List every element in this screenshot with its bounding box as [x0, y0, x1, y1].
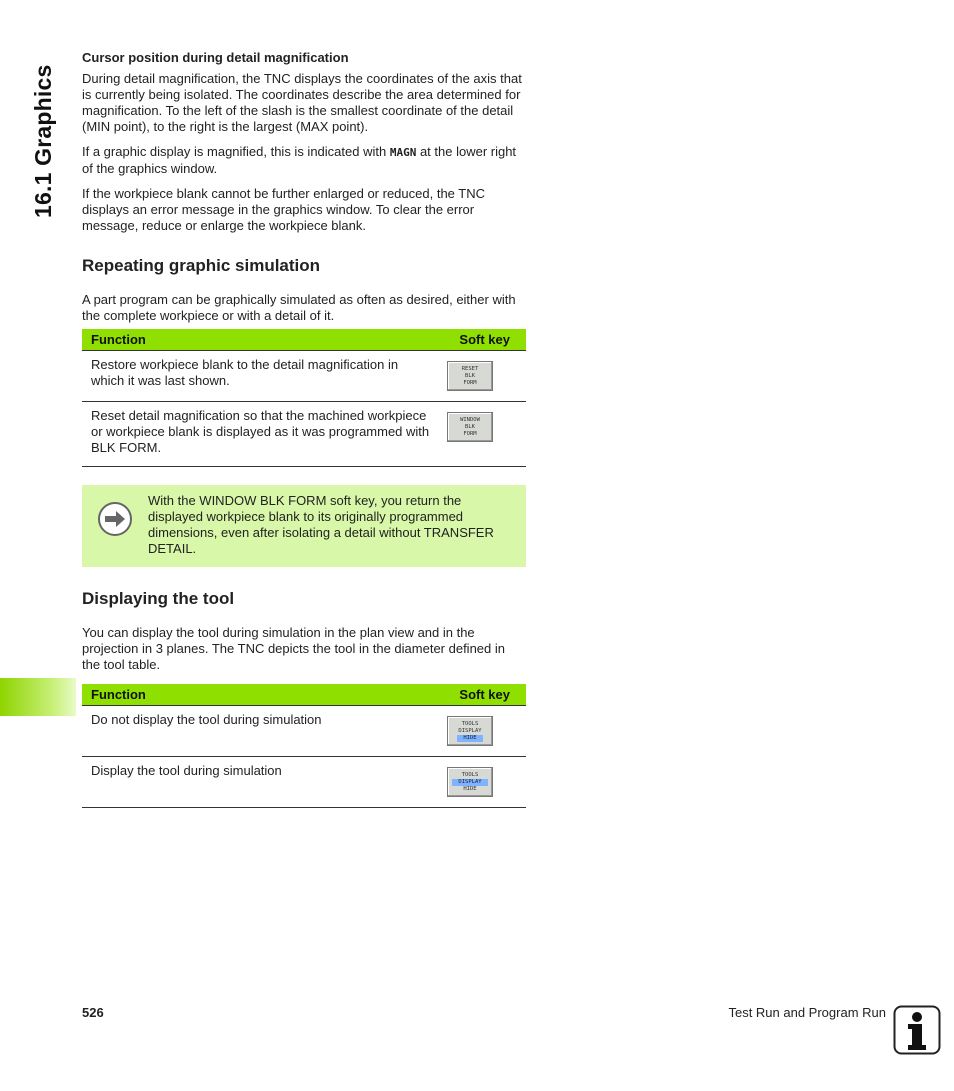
softkey-line-active: DISPLAY — [452, 779, 487, 786]
function-hide-tool: Do not display the tool during simulation — [82, 706, 443, 757]
softkey-cell — [443, 757, 526, 808]
paragraph-error-message: If the workpiece blank cannot be further enlarged or reduced, the TNC displays an error message in the graphics window. To clear the error message, reduce or enlarge the workpiece blank. — [82, 186, 485, 233]
softkey-line: HIDE — [463, 785, 477, 792]
softkey-line: FORM — [463, 379, 477, 386]
table-row — [82, 402, 526, 467]
para2-before: If a graphic display is magnified, this is indicated with — [82, 144, 390, 159]
heading-repeating-simulation: Repeating graphic simulation — [82, 256, 321, 275]
subheading-cursor-position: Cursor position during detail magnification — [82, 50, 349, 65]
chapter-title-text: 16.1 Graphics — [30, 64, 56, 218]
softkey-line: WINDOW — [460, 416, 480, 423]
softkey-line: BLK — [465, 372, 475, 379]
softkey-cell — [443, 706, 526, 757]
softkey-line: DISPLAY — [458, 727, 482, 734]
tools-display-hide-softkey[interactable] — [447, 716, 493, 746]
info-icon — [893, 1005, 941, 1055]
paragraph-repeating-intro: A part program can be graphically simulated as often as desired, either with the complete workpiece or with a detail of it. — [82, 292, 516, 323]
softkey-line: FORM — [463, 430, 477, 437]
softkey-line: TOOLS — [461, 771, 479, 778]
paragraph-detail-magnification: During detail magnification, the TNC displays the coordinates of the axis that is currently being isolated. The coordinates describe the area determined for magnification. To the left of the slash is the smallest coordinate of the detail (MIN point), to the right is the largest (MAX point). — [82, 71, 522, 134]
table-tool-display — [82, 684, 526, 808]
softkey-cell — [443, 402, 526, 467]
col-softkey-header: Soft key — [443, 684, 526, 706]
para2-after: at the lower right of the graphics window. — [82, 144, 517, 176]
col-function-header: Function — [82, 329, 443, 351]
window-blk-form-softkey[interactable] — [447, 412, 493, 442]
function-display-tool: Display the tool during simulation — [82, 757, 443, 808]
function-reset-magnification: Reset detail magnification so that the machined workpiece or workpiece blank is displayed as it was programmed with BLK FORM. — [82, 402, 443, 467]
chapter-tab-marker — [0, 678, 76, 716]
magn-code: MAGN — [389, 146, 417, 159]
softkey-line: RESET — [461, 365, 479, 372]
heading-displaying-tool: Displaying the tool — [82, 589, 235, 608]
main-content — [82, 50, 526, 808]
table-header-row — [82, 329, 526, 351]
table-row — [82, 706, 526, 757]
footer-chapter-title: Test Run and Program Run — [728, 1005, 886, 1020]
table-header-row — [82, 684, 526, 706]
note-box — [82, 485, 526, 567]
softkey-line-active: HIDE — [457, 735, 482, 742]
table-row — [82, 351, 526, 402]
col-softkey-header: Soft key — [443, 329, 526, 351]
arrow-right-icon — [82, 493, 148, 557]
softkey-cell — [443, 351, 526, 402]
note-text: With the WINDOW BLK FORM soft key, you return the displayed workpiece blank to its originally programmed dimensions, even after isolating a detail without TRANSFER DETAIL. — [148, 493, 494, 556]
chapter-side-title — [24, 40, 64, 230]
tools-display-show-softkey[interactable] — [447, 767, 493, 797]
table-repeating-simulation — [82, 329, 526, 467]
page-number: 526 — [82, 1005, 104, 1020]
paragraph-tool-intro: You can display the tool during simulation in the plan view and in the projection in 3 planes. The TNC depicts the tool in the diameter defined in the tool table. — [82, 625, 505, 672]
function-restore-blank: Restore workpiece blank to the detail magnification in which it was last shown. — [82, 351, 443, 402]
paragraph-magn-indicator — [82, 144, 526, 177]
col-function-header: Function — [82, 684, 443, 706]
softkey-line: BLK — [465, 423, 475, 430]
table-row — [82, 757, 526, 808]
softkey-line: TOOLS — [461, 720, 479, 727]
reset-blk-form-softkey[interactable] — [447, 361, 493, 391]
